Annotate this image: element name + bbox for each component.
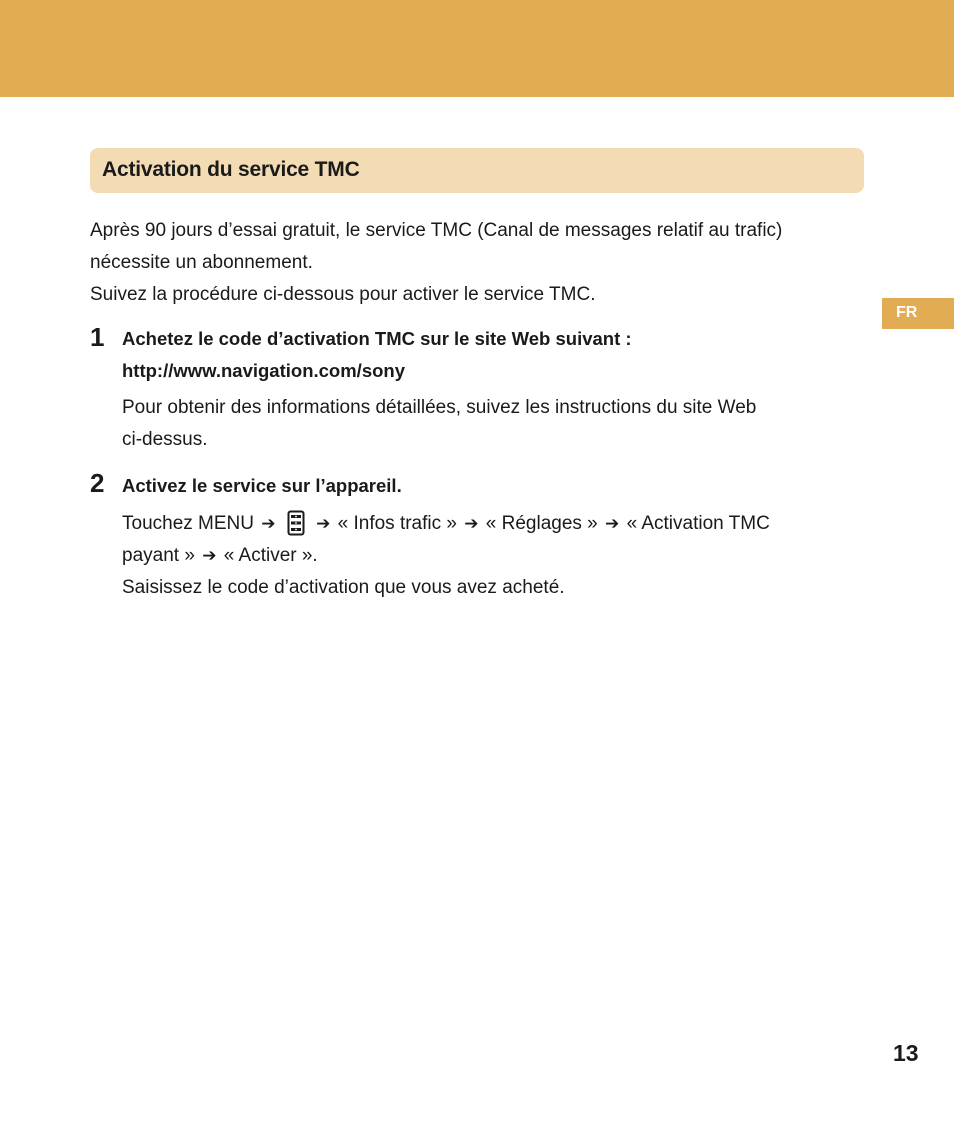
page-number: 13	[893, 1040, 919, 1066]
step-1-body-line-1: Pour obtenir des informations détaillées, suivez les instructions du site Web	[122, 397, 757, 418]
step-1-number: 1	[90, 322, 105, 352]
menu-list-icon	[287, 510, 305, 536]
arrow-right-icon: ➔	[202, 546, 217, 565]
path-payant: payant »	[122, 545, 195, 566]
top-color-band	[0, 0, 954, 97]
step-2-number: 2	[90, 468, 105, 498]
path-reglages: « Réglages »	[485, 513, 598, 534]
step-1-body-line-2: ci-dessus.	[122, 429, 208, 450]
arrow-right-icon: ➔	[464, 514, 479, 533]
path-infos-trafic: « Infos trafic »	[337, 513, 457, 534]
path-activation-tmc: « Activation TMC	[626, 513, 770, 534]
intro-line-2: nécessite un abonnement.	[90, 252, 313, 273]
step-1-url: http://www.navigation.com/sony	[122, 360, 405, 381]
section-title: Activation du service TMC	[102, 158, 360, 181]
intro-line-3: Suivez la procédure ci-dessous pour activer le service TMC.	[90, 284, 596, 305]
arrow-right-icon: ➔	[316, 514, 331, 533]
step-2-body	[122, 508, 770, 604]
intro-paragraph	[90, 215, 782, 311]
language-tab	[882, 298, 954, 329]
step-2-path-line-2	[122, 540, 770, 572]
step-2-path-line-1	[122, 508, 770, 540]
language-tab-label: FR	[896, 304, 918, 321]
intro-line-1: Après 90 jours d’essai gratuit, le service TMC (Canal de messages relatif au trafic)	[90, 220, 783, 241]
touch-menu-text: Touchez MENU	[122, 513, 254, 534]
arrow-right-icon: ➔	[605, 514, 620, 533]
step-1-title-line-1: Achetez le code d’activation TMC sur le site Web suivant :	[122, 328, 632, 349]
path-activer: « Activer ».	[223, 545, 318, 566]
step-1-title	[122, 323, 632, 387]
arrow-right-icon: ➔	[261, 514, 276, 533]
section-header	[90, 148, 864, 193]
step-2-title: Activez le service sur l’appareil.	[122, 475, 402, 496]
step-2-final-line: Saisissez le code d’activation que vous avez acheté.	[122, 577, 565, 598]
step-1-body	[122, 392, 756, 456]
